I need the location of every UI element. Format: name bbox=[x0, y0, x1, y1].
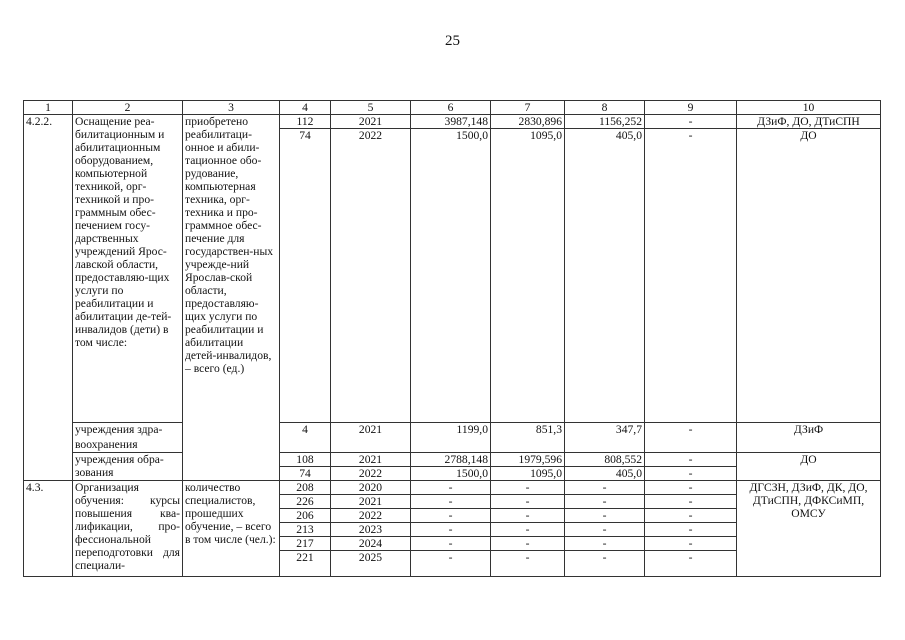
header-cell: 2 bbox=[73, 101, 183, 115]
indicator-value: 206 bbox=[280, 509, 331, 523]
sub-item-name: учреждения здра-воохранения bbox=[73, 423, 183, 453]
amount-cell: - bbox=[491, 509, 565, 523]
indicator-value: 221 bbox=[280, 551, 331, 577]
amount-cell: - bbox=[645, 495, 737, 509]
year-cell: 2024 bbox=[331, 537, 411, 551]
amount-cell: - bbox=[645, 481, 737, 495]
amount-cell: 1979,596 bbox=[491, 453, 565, 467]
item-indicator: количество специалистов, прошедших обучение, – всего в том числе (чел.): bbox=[183, 481, 280, 577]
amount-cell: 1095,0 bbox=[491, 467, 565, 481]
amount-cell: - bbox=[565, 509, 645, 523]
indicator-value: 4 bbox=[280, 423, 331, 453]
table-row bbox=[24, 115, 881, 129]
amount-cell: - bbox=[645, 453, 737, 467]
amount-cell: 405,0 bbox=[565, 467, 645, 481]
indicator-value: 108 bbox=[280, 453, 331, 467]
amount-cell: - bbox=[491, 495, 565, 509]
amount-cell: - bbox=[565, 551, 645, 577]
amount-cell: - bbox=[645, 551, 737, 577]
amount-cell: - bbox=[645, 129, 737, 423]
amount-cell: 851,3 bbox=[491, 423, 565, 453]
indicator-value: 217 bbox=[280, 537, 331, 551]
amount-cell: - bbox=[565, 537, 645, 551]
amount-cell: - bbox=[411, 551, 491, 577]
indicator-value: 226 bbox=[280, 495, 331, 509]
program-table bbox=[23, 100, 881, 577]
amount-cell: - bbox=[491, 481, 565, 495]
year-cell: 2020 bbox=[331, 481, 411, 495]
amount-cell: - bbox=[565, 495, 645, 509]
amount-cell: - bbox=[645, 115, 737, 129]
amount-cell: - bbox=[645, 467, 737, 481]
sub-item-name: учреждения обра-зования bbox=[73, 453, 183, 481]
year-cell: 2022 bbox=[331, 129, 411, 423]
indicator-value: 213 bbox=[280, 523, 331, 537]
amount-cell: 808,552 bbox=[565, 453, 645, 467]
executor-cell: ДЗиФ, ДО, ДТиСПН bbox=[737, 115, 881, 129]
amount-cell: 2788,148 bbox=[411, 453, 491, 467]
header-cell: 1 bbox=[24, 101, 73, 115]
year-cell: 2025 bbox=[331, 551, 411, 577]
item-name: Оснащение реа-билитационным и абилитационным оборудованием, компьютерной техникой, орг-техникой и про-граммным обес-печением госу-дарственных учреждений Ярос-лавской области, предоставляю-щих услуги по реабилитации и абилитации де-тей-инвалидов (дети) в том числе: bbox=[73, 115, 183, 423]
amount-cell: - bbox=[411, 537, 491, 551]
item-code: 4.3. bbox=[24, 481, 73, 577]
executor-cell: ДО bbox=[737, 129, 881, 423]
amount-cell: - bbox=[411, 509, 491, 523]
year-cell: 2021 bbox=[331, 423, 411, 453]
item-indicator: приобретено реабилитаци-онное и абили-тационное обо-рудование, компьютерная техника, орг-техника и про-граммное обес-печение для государствен-ных учрежде-ний Ярослав-ской области, предоставляю-щих услуги по реабилитации и абилитации детей-инвалидов, – всего (ед.) bbox=[183, 115, 280, 481]
amount-cell: - bbox=[411, 495, 491, 509]
amount-cell: - bbox=[645, 509, 737, 523]
amount-cell: - bbox=[565, 481, 645, 495]
header-cell: 5 bbox=[331, 101, 411, 115]
header-cell: 7 bbox=[491, 101, 565, 115]
header-cell: 10 bbox=[737, 101, 881, 115]
indicator-value: 208 bbox=[280, 481, 331, 495]
header-cell: 4 bbox=[280, 101, 331, 115]
amount-cell: - bbox=[411, 523, 491, 537]
page-number: 25 bbox=[445, 33, 460, 49]
executor-cell: ДО bbox=[737, 453, 881, 481]
year-cell: 2021 bbox=[331, 495, 411, 509]
header-cell: 9 bbox=[645, 101, 737, 115]
amount-cell: 1500,0 bbox=[411, 467, 491, 481]
amount-cell: 2830,896 bbox=[491, 115, 565, 129]
executor-cell: ДГСЗН, ДЗиФ, ДК, ДО, ДТиСПН, ДФКСиМП, ОМСУ bbox=[737, 481, 881, 577]
amount-cell: - bbox=[645, 537, 737, 551]
amount-cell: - bbox=[411, 481, 491, 495]
amount-cell: 1156,252 bbox=[565, 115, 645, 129]
year-cell: 2022 bbox=[331, 509, 411, 523]
header-row bbox=[24, 101, 881, 115]
year-cell: 2023 bbox=[331, 523, 411, 537]
amount-cell: 1500,0 bbox=[411, 129, 491, 423]
table-row bbox=[24, 481, 881, 495]
amount-cell: - bbox=[645, 523, 737, 537]
year-cell: 2022 bbox=[331, 467, 411, 481]
amount-cell: 3987,148 bbox=[411, 115, 491, 129]
amount-cell: - bbox=[491, 537, 565, 551]
year-cell: 2021 bbox=[331, 115, 411, 129]
amount-cell: - bbox=[491, 523, 565, 537]
indicator-value: 112 bbox=[280, 115, 331, 129]
amount-cell: 405,0 bbox=[565, 129, 645, 423]
item-code: 4.2.2. bbox=[24, 115, 73, 481]
header-cell: 8 bbox=[565, 101, 645, 115]
table-row bbox=[24, 423, 881, 453]
executor-cell: ДЗиФ bbox=[737, 423, 881, 453]
indicator-value: 74 bbox=[280, 129, 331, 423]
table-row bbox=[24, 453, 881, 467]
header-cell: 6 bbox=[411, 101, 491, 115]
amount-cell: 1095,0 bbox=[491, 129, 565, 423]
amount-cell: - bbox=[645, 423, 737, 453]
amount-cell: - bbox=[565, 523, 645, 537]
amount-cell: 347,7 bbox=[565, 423, 645, 453]
item-name: Организация обучения: курсы повышения ква-лификации, про-фессиональной переподготовки для специали- bbox=[73, 481, 183, 577]
year-cell: 2021 bbox=[331, 453, 411, 467]
indicator-value: 74 bbox=[280, 467, 331, 481]
amount-cell: 1199,0 bbox=[411, 423, 491, 453]
amount-cell: - bbox=[491, 551, 565, 577]
header-cell: 3 bbox=[183, 101, 280, 115]
